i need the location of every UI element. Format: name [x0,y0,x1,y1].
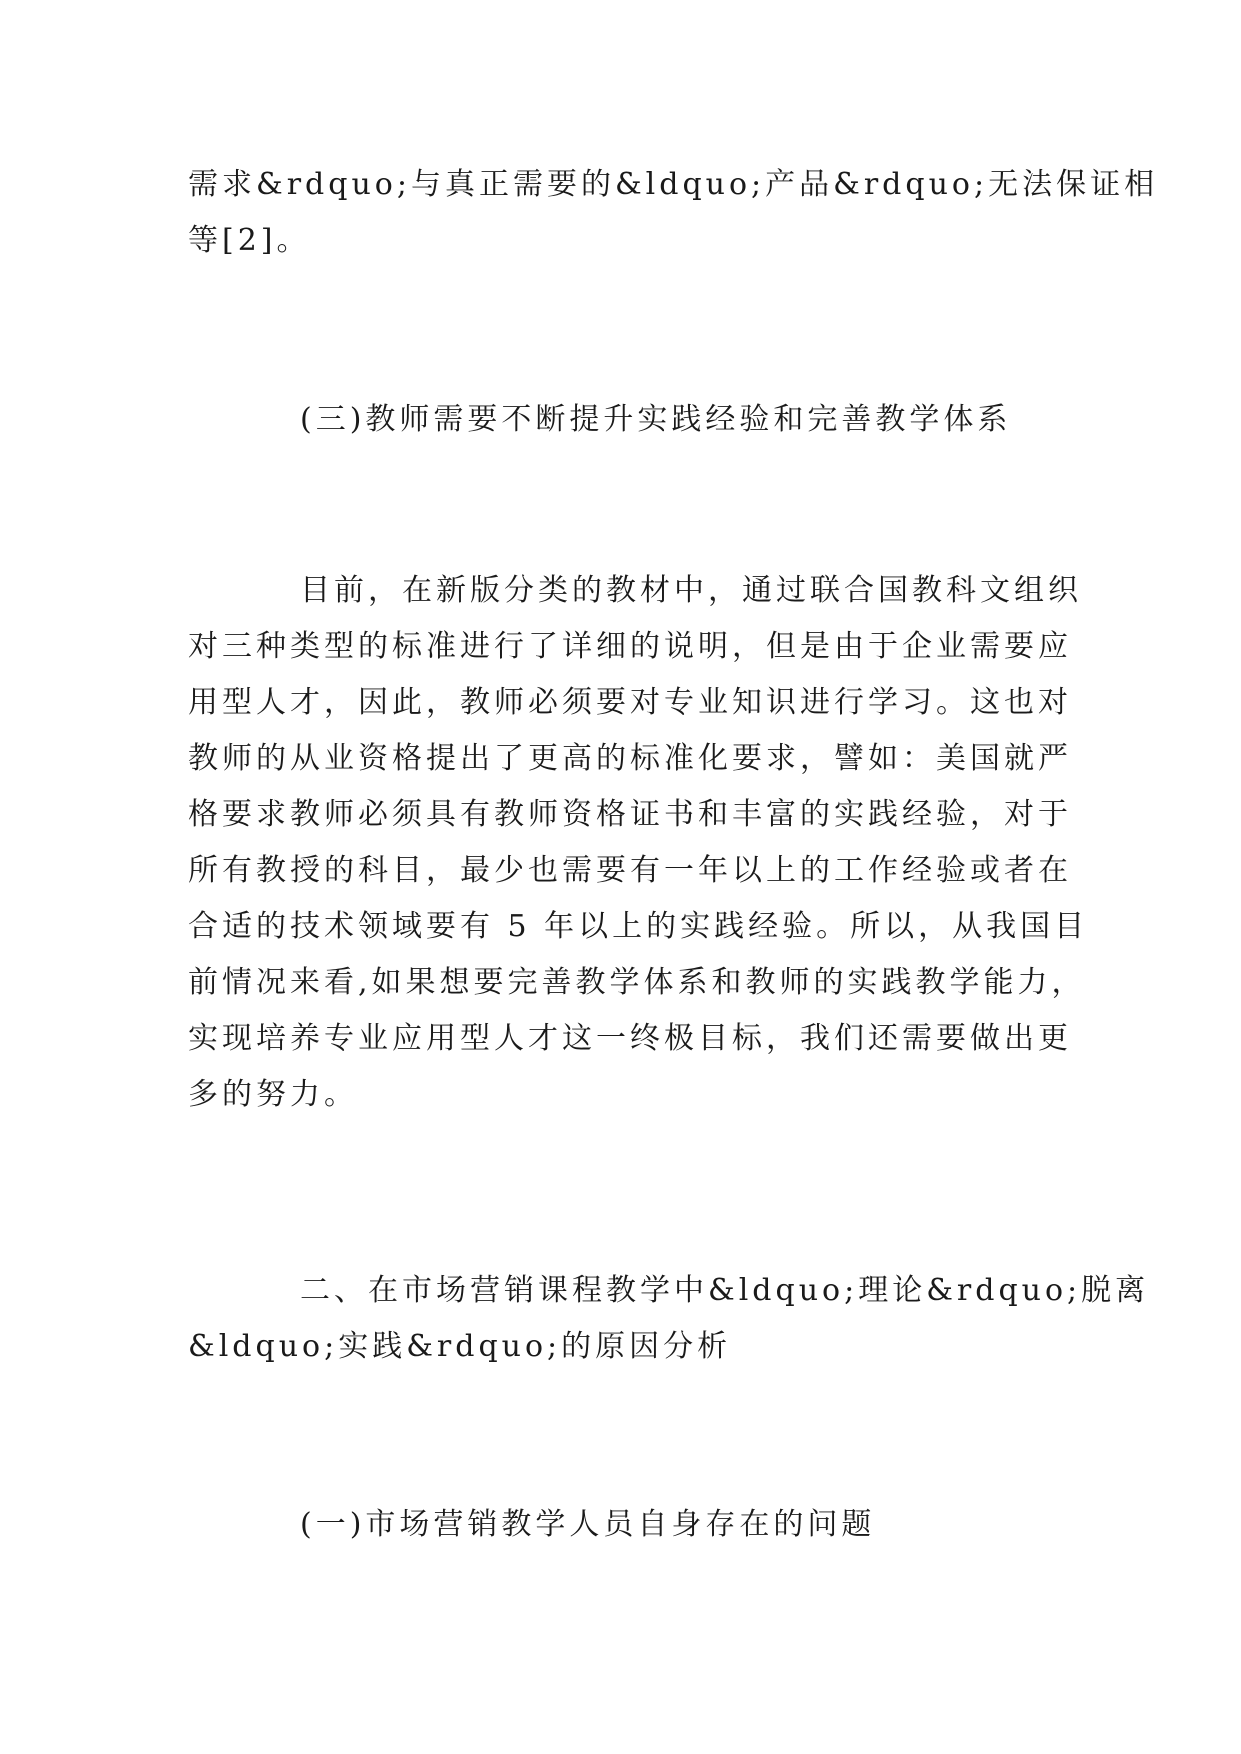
text-line: 对三种类型的标准进行了详细的说明，但是由于企业需要应 [188,629,1072,664]
text-line: 目前，在新版分类的教材中，通过联合国教科文组织 [300,573,1082,608]
subheading-three [188,392,1058,448]
text-line: 前情况来看,如果想要完善教学体系和教师的实践教学能力， [188,965,1086,1000]
text-line: 多的努力。 [188,1077,358,1112]
text-line: 需求&rdquo;与真正需要的&ldquo;产品&rdquo;无法保证相 [188,167,1159,202]
section-heading-two [188,1263,1150,1375]
text-line: 等[2]。 [188,223,311,258]
subheading-one [188,1497,1058,1553]
subheading-text: (一)市场营销教学人员自身存在的问题 [300,1507,876,1542]
heading-line: 二、在市场营销课程教学中&ldquo;理论&rdquo;脱离 [300,1273,1150,1308]
text-line: 教师的从业资格提出了更高的标准化要求，譬如：美国就严 [188,741,1072,776]
text-line: 实现培养专业应用型人才这一终极目标，我们还需要做出更 [188,1021,1072,1056]
continuation-text [188,157,1159,269]
text-line: 合适的技术领域要有 5 年以上的实践经验。所以，从我国目 [188,909,1089,944]
heading-line: &ldquo;实践&rdquo;的原因分析 [188,1329,732,1364]
text-line: 所有教授的科目，最少也需要有一年以上的工作经验或者在 [188,853,1072,888]
text-line: 用型人才，因此，教师必须要对专业知识进行学习。这也对 [188,685,1072,720]
text-line: 格要求教师必须具有教师资格证书和丰富的实践经验，对于 [188,797,1072,832]
body-paragraph [188,563,1089,1123]
subheading-text: (三)教师需要不断提升实践经验和完善教学体系 [300,402,1012,437]
